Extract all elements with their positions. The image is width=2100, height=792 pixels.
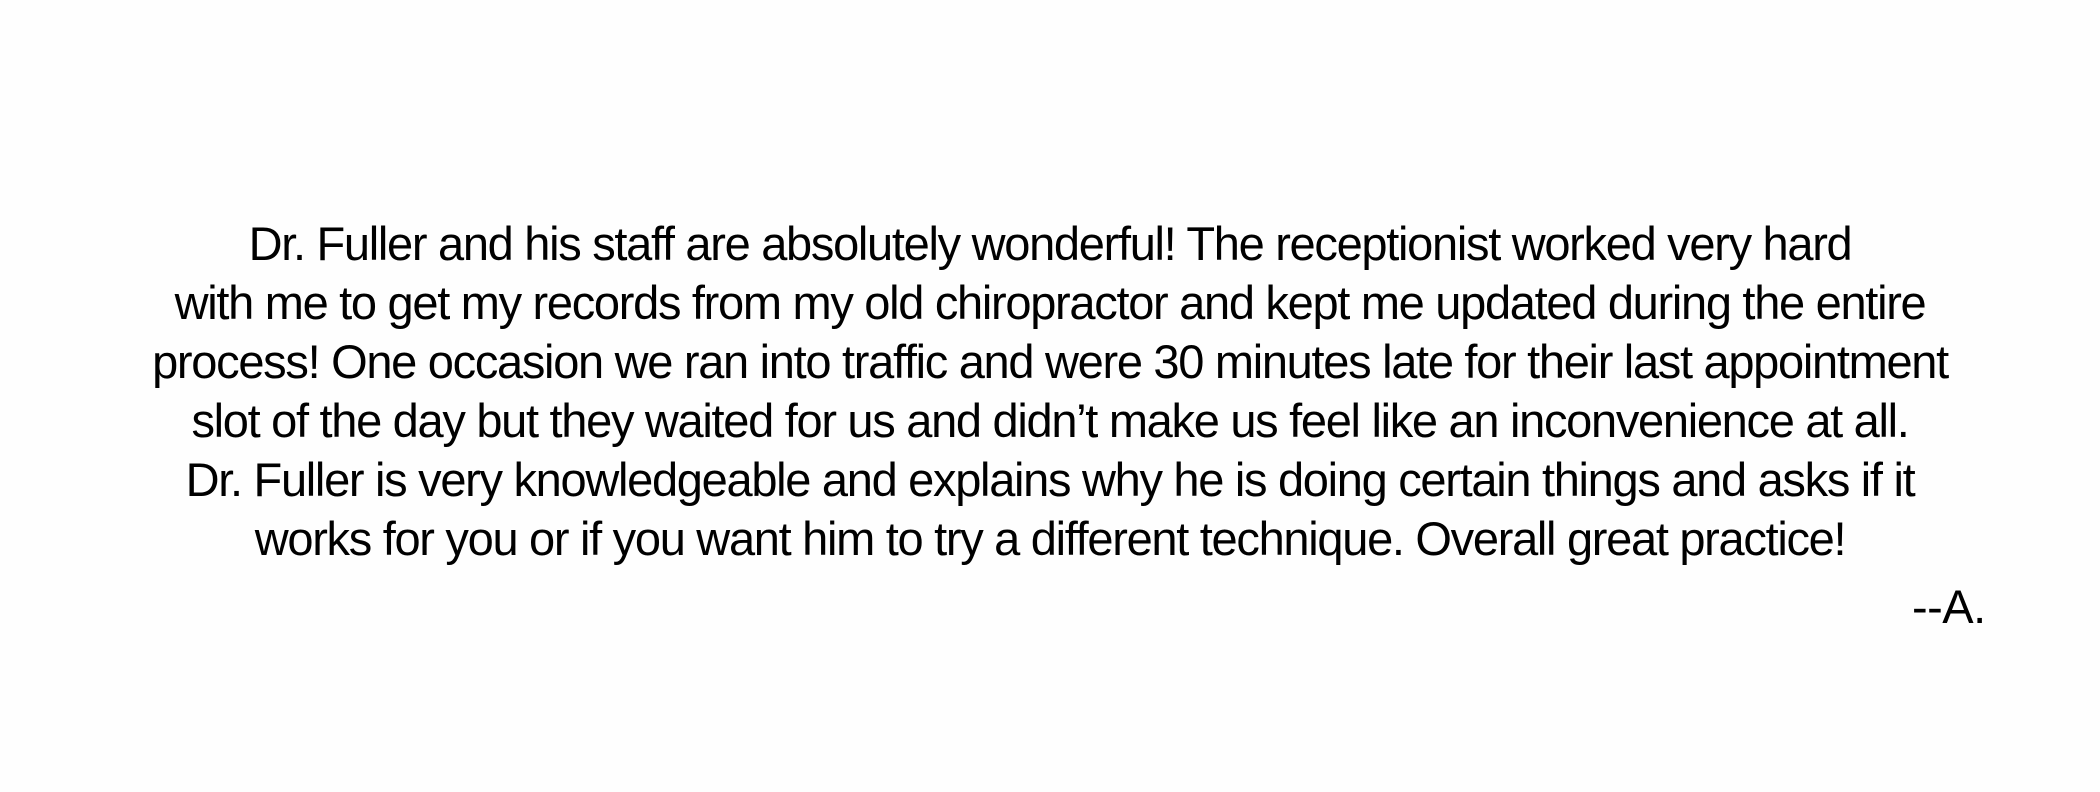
testimonial-line: works for you or if you want him to try a different technique. Overall great practice!: [254, 512, 1846, 565]
testimonial-line: slot of the day but they waited for us and didn’t make us feel like an inconvenience at all.: [191, 394, 1909, 447]
testimonial-signature: --A.: [1912, 580, 1986, 633]
testimonial-line: Dr. Fuller and his staff are absolutely wonderful! The receptionist worked very hard: [248, 217, 1852, 270]
testimonial-line: with me to get my records from my old chiropractor and kept me updated during the entire: [174, 276, 1926, 329]
testimonial-text: [0, 214, 2100, 568]
testimonial-line: Dr. Fuller is very knowledgeable and explains why he is doing certain things and asks if it: [185, 453, 1915, 506]
testimonial-line: process! One occasion we ran into traffic and were 30 minutes late for their last appointment: [152, 335, 1948, 388]
